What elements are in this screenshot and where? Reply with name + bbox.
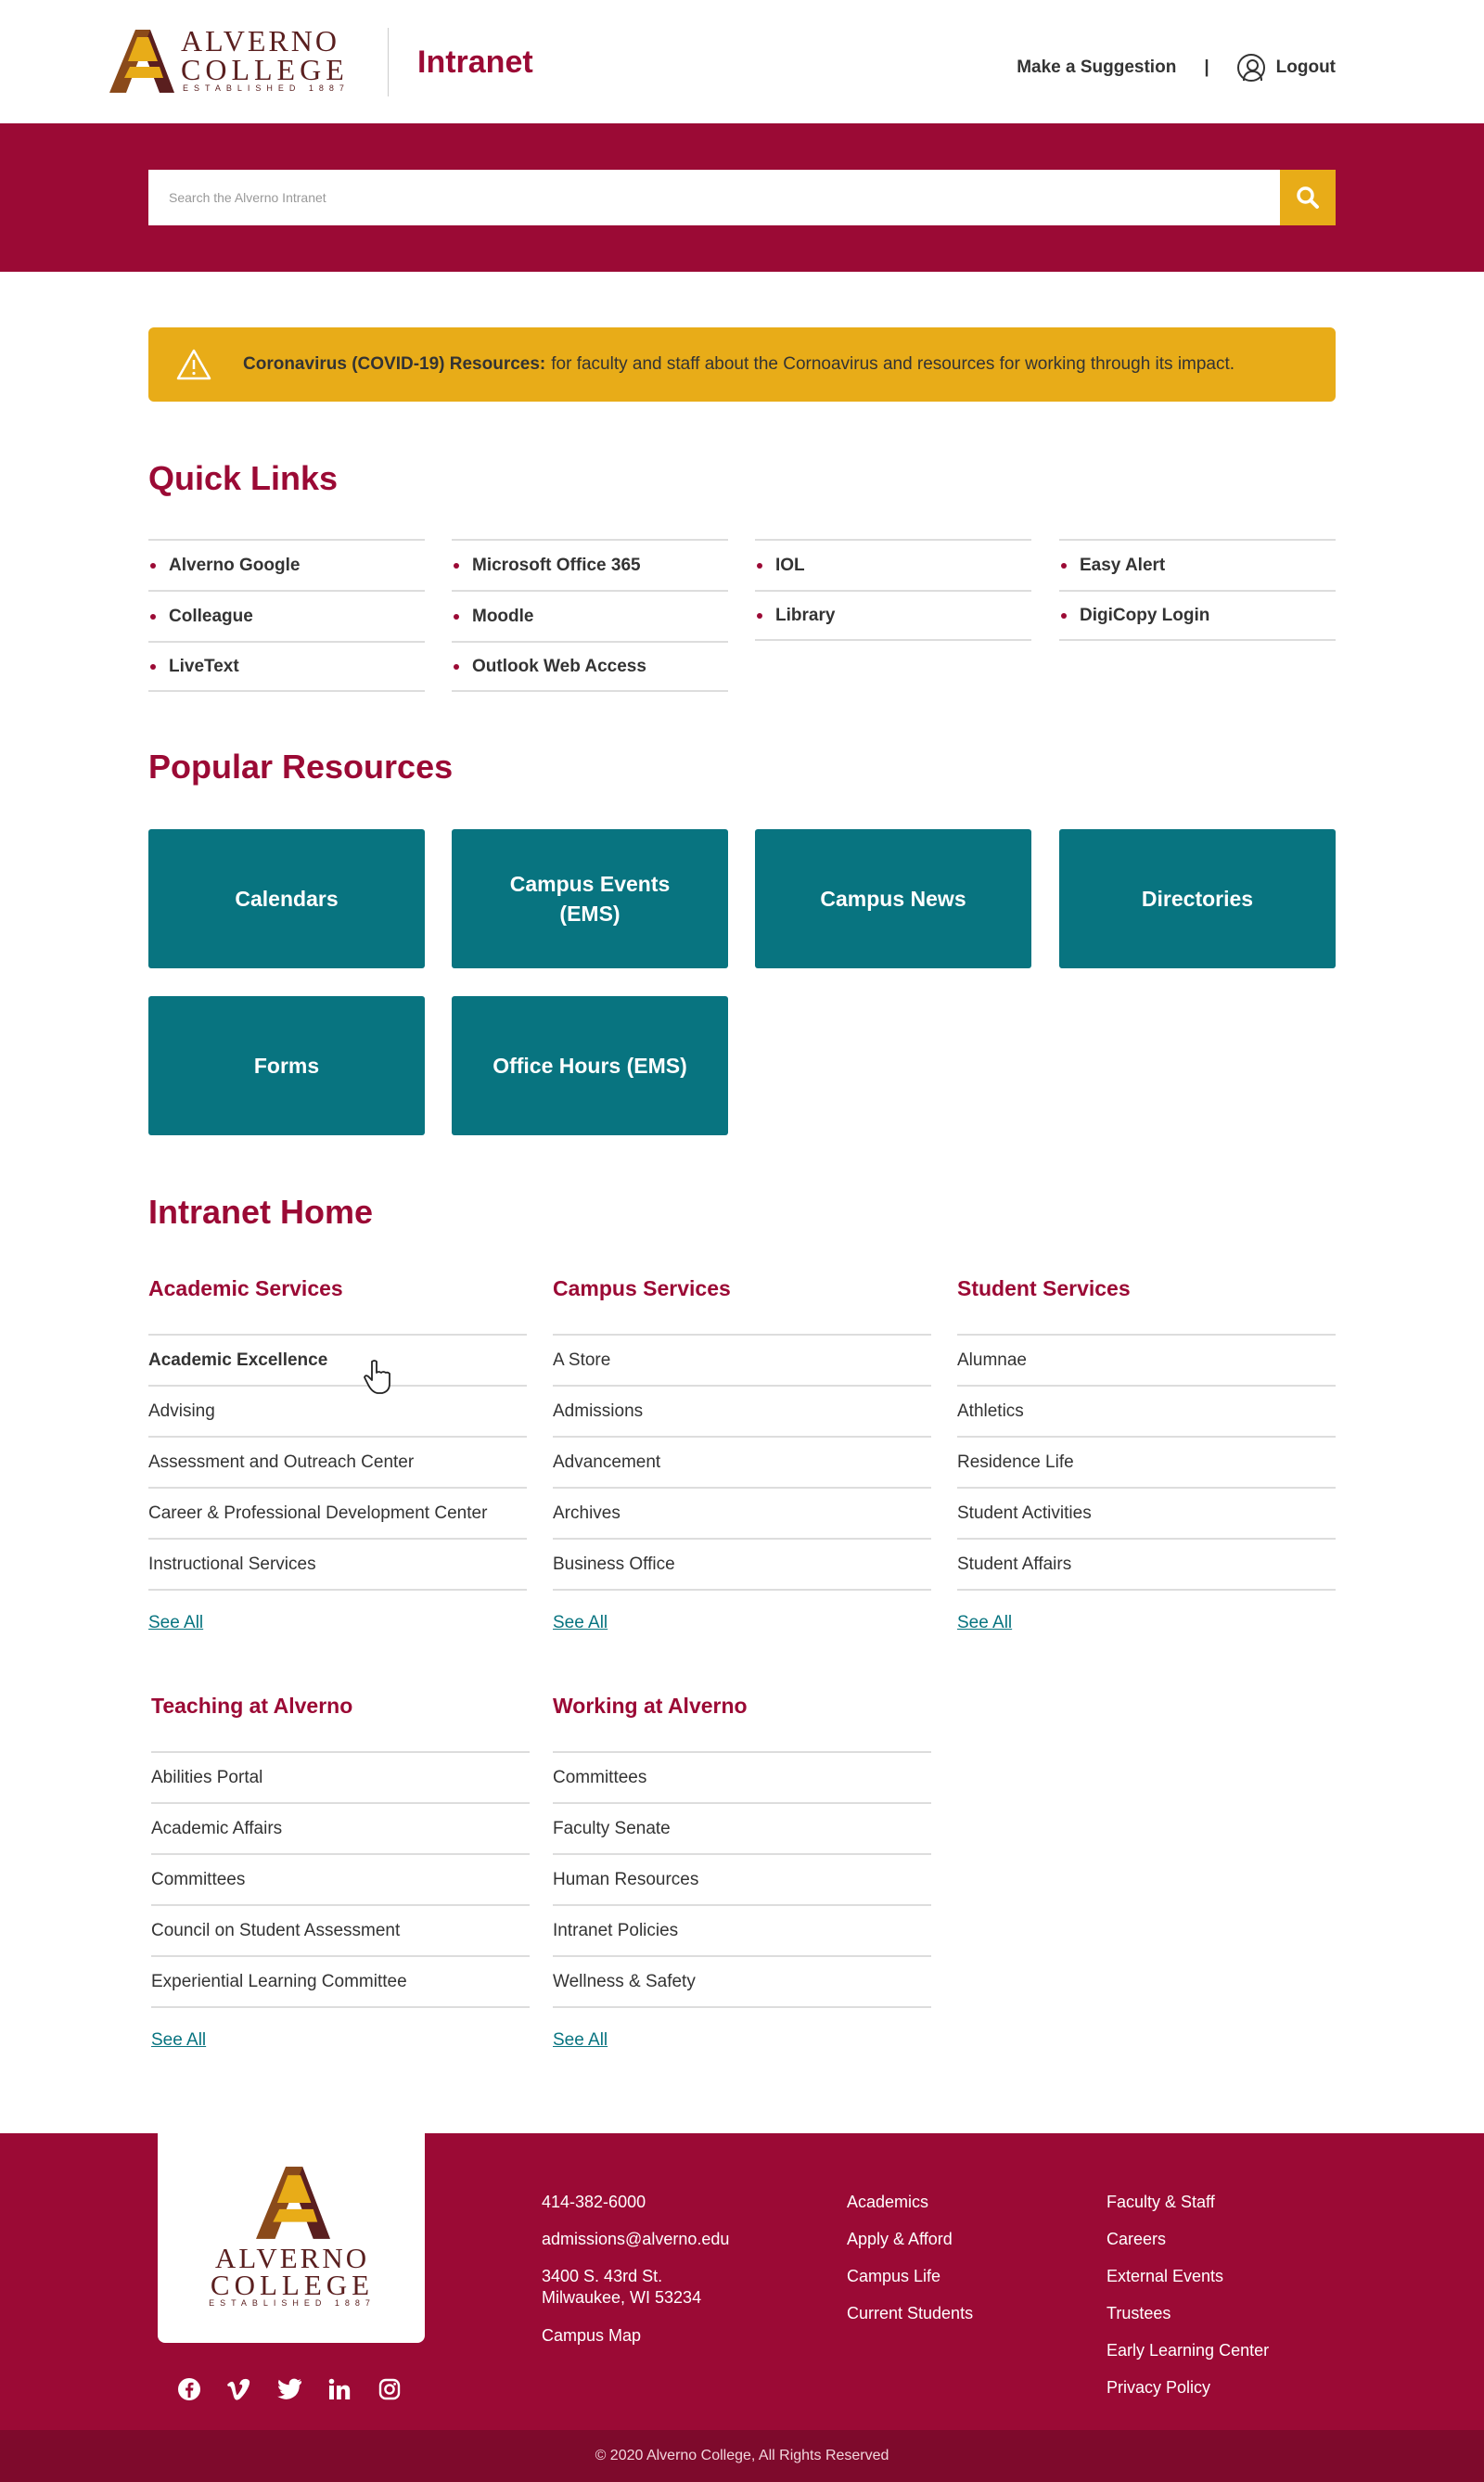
tile-calendars[interactable]: Calendars — [148, 829, 425, 968]
list-item[interactable]: Business Office — [553, 1540, 931, 1591]
quick-links-column-4 — [1059, 539, 1336, 641]
search-band — [0, 123, 1484, 272]
quick-link[interactable] — [452, 539, 728, 590]
section-heading[interactable]: Academic Services — [148, 1276, 527, 1336]
search-icon — [1296, 186, 1320, 210]
quick-link-label: Outlook Web Access — [472, 656, 646, 676]
footer-link[interactable]: Apply & Afford — [847, 2230, 953, 2248]
quick-link[interactable] — [1059, 590, 1336, 641]
logout-label: Logout — [1275, 58, 1336, 77]
alverno-logo-mark — [109, 30, 174, 93]
list-item[interactable]: Career & Professional Development Center — [148, 1489, 527, 1540]
bullet-icon — [1061, 563, 1067, 569]
quick-link-label: Colleague — [169, 606, 253, 626]
quick-link[interactable] — [148, 539, 425, 590]
tile-forms[interactable]: Forms — [148, 996, 425, 1135]
bullet-icon — [1061, 613, 1067, 619]
list-item[interactable]: Council on Student Assessment — [151, 1906, 530, 1957]
footer-link[interactable]: Current Students — [847, 2304, 974, 2322]
make-suggestion-link[interactable]: Make a Suggestion — [1017, 58, 1177, 77]
quick-link[interactable] — [148, 641, 425, 692]
covid-alert-banner[interactable] — [148, 327, 1336, 402]
footer-link[interactable]: Careers — [1107, 2230, 1167, 2248]
footer-link[interactable]: Academics — [847, 2193, 929, 2211]
list-item[interactable]: Admissions — [553, 1387, 931, 1438]
search-input[interactable] — [148, 170, 1282, 225]
user-icon — [1237, 54, 1265, 82]
footer-campus-map-link[interactable]: Campus Map — [542, 2326, 642, 2345]
logout-button[interactable] — [1237, 54, 1336, 82]
social-links — [176, 2376, 403, 2402]
list-item[interactable]: Academic Affairs — [151, 1804, 530, 1855]
list-item[interactable]: Assessment and Outreach Center — [148, 1438, 527, 1489]
quick-link-label: Library — [775, 605, 836, 625]
section-working-at-alverno — [553, 1694, 931, 2051]
quick-links-column-1 — [148, 539, 425, 692]
hand-cursor-icon — [364, 1359, 391, 1394]
alverno-logo[interactable] — [109, 26, 360, 95]
tile-directories[interactable]: Directories — [1059, 829, 1336, 968]
facebook-icon[interactable] — [176, 2376, 202, 2402]
twitter-icon[interactable] — [276, 2376, 302, 2402]
vimeo-icon[interactable] — [226, 2376, 252, 2402]
list-item[interactable]: Committees — [151, 1855, 530, 1906]
logo-line-college: COLLEGE — [181, 53, 349, 86]
section-teaching-at-alverno — [151, 1694, 530, 2051]
alert-text: for faculty and staff about the Cornoavirus and resources for working through its impact. — [551, 354, 1235, 374]
footer-link[interactable]: External Events — [1107, 2267, 1224, 2285]
bullet-icon — [454, 563, 459, 569]
list-item[interactable]: Faculty Senate — [553, 1804, 931, 1855]
section-heading[interactable]: Campus Services — [553, 1276, 931, 1336]
quick-link[interactable] — [755, 590, 1031, 641]
bullet-icon — [454, 614, 459, 620]
quick-link-label: LiveText — [169, 656, 239, 676]
copyright-bar — [0, 2430, 1484, 2482]
tile-campus-events[interactable]: Campus Events (EMS) — [452, 829, 728, 968]
list-item[interactable]: Student Activities — [957, 1489, 1336, 1540]
quick-link[interactable] — [1059, 539, 1336, 590]
bullet-icon — [150, 664, 156, 670]
bullet-icon — [454, 664, 459, 670]
quick-link[interactable] — [452, 641, 728, 692]
list-item[interactable]: Instructional Services — [148, 1540, 527, 1591]
footer-logo — [204, 2167, 380, 2315]
footer-logo-alverno: ALVERNO — [214, 2242, 370, 2274]
section-campus-services — [553, 1276, 931, 1633]
tile-campus-news[interactable]: Campus News — [755, 829, 1031, 968]
section-academic-services — [148, 1276, 527, 1633]
footer-phone[interactable]: 414-382-6000 — [542, 2193, 646, 2211]
quick-link-label: Microsoft Office 365 — [472, 555, 641, 575]
list-item[interactable]: Academic Excellence — [148, 1336, 527, 1387]
instagram-icon[interactable] — [377, 2376, 403, 2402]
footer-logo-established: ESTABLISHED 1887 — [209, 2298, 376, 2308]
search-button[interactable] — [1280, 170, 1336, 225]
see-all-link[interactable]: See All — [148, 1613, 204, 1632]
warning-icon — [176, 349, 211, 380]
nav-separator: | — [1204, 58, 1209, 77]
bullet-icon — [757, 613, 762, 619]
section-student-services — [957, 1276, 1336, 1633]
footer-link[interactable]: Early Learning Center — [1107, 2341, 1270, 2360]
quick-link[interactable] — [755, 539, 1031, 590]
quick-link[interactable] — [148, 590, 425, 641]
footer-link[interactable]: Privacy Policy — [1107, 2378, 1211, 2397]
list-item[interactable]: Student Affairs — [957, 1540, 1336, 1591]
footer-logo-card[interactable] — [158, 2133, 425, 2343]
quick-link-label: DigiCopy Login — [1080, 605, 1210, 625]
footer-logo-college: COLLEGE — [210, 2269, 375, 2301]
list-item[interactable]: Advancement — [553, 1438, 931, 1489]
list-item[interactable]: Advising — [148, 1387, 527, 1438]
quick-link-label: IOL — [775, 555, 805, 575]
footer-address-line1: 3400 S. 43rd St. — [542, 2267, 663, 2285]
footer-links-column-2 — [1107, 2183, 1269, 2406]
quick-links-title: Quick Links — [148, 459, 339, 497]
bullet-icon — [150, 563, 156, 569]
list-item[interactable]: Wellness & Safety — [553, 1957, 931, 2008]
list-item[interactable]: Archives — [553, 1489, 931, 1540]
quick-link-label: Easy Alert — [1080, 555, 1166, 575]
footer-link[interactable]: Faculty & Staff — [1107, 2193, 1215, 2211]
list-item[interactable]: Committees — [553, 1753, 931, 1804]
list-item[interactable]: Athletics — [957, 1387, 1336, 1438]
quick-link[interactable] — [452, 590, 728, 641]
quick-link-label: Alverno Google — [169, 555, 301, 575]
header-nav — [1017, 54, 1336, 82]
list-item[interactable]: Alumnae — [957, 1336, 1336, 1387]
quick-links-column-2 — [452, 539, 728, 692]
list-item[interactable]: Human Resources — [553, 1855, 931, 1906]
list-item[interactable]: Intranet Policies — [553, 1906, 931, 1957]
footer-link[interactable]: Trustees — [1107, 2304, 1171, 2322]
footer-contact — [542, 2183, 729, 2354]
list-item[interactable]: Abilities Portal — [151, 1753, 530, 1804]
see-all-link[interactable]: See All — [957, 1613, 1013, 1632]
popular-resources-title: Popular Resources — [148, 748, 454, 786]
site-header — [0, 0, 1484, 123]
logo-line-alverno: ALVERNO — [181, 24, 339, 58]
bullet-icon — [150, 614, 156, 620]
intranet-home-title: Intranet Home — [148, 1193, 374, 1231]
see-all-link[interactable]: See All — [151, 2030, 207, 2050]
see-all-link[interactable]: See All — [553, 2030, 608, 2050]
bullet-icon — [757, 563, 762, 569]
footer-link[interactable]: Campus Life — [847, 2267, 941, 2285]
see-all-link[interactable]: See All — [553, 1613, 608, 1632]
section-heading[interactable]: Student Services — [957, 1276, 1336, 1336]
logo-established: ESTABLISHED 1887 — [183, 83, 350, 93]
linkedin-icon[interactable] — [326, 2376, 352, 2402]
tile-office-hours[interactable]: Office Hours (EMS) — [452, 996, 728, 1135]
header-divider — [388, 28, 389, 96]
site-title[interactable]: Intranet — [417, 45, 533, 80]
quick-links-column-3 — [755, 539, 1031, 641]
list-item[interactable]: Residence Life — [957, 1438, 1336, 1489]
footer-logo-mark — [256, 2167, 330, 2239]
footer-address-line2: Milwaukee, WI 53234 — [542, 2288, 702, 2307]
footer-email[interactable]: admissions@alverno.edu — [542, 2230, 730, 2248]
footer-links-column-1 — [847, 2183, 973, 2332]
alert-title: Coronavirus (COVID-19) Resources: — [243, 354, 546, 374]
quick-link-label: Moodle — [472, 606, 534, 626]
section-heading[interactable]: Working at Alverno — [553, 1694, 931, 1753]
copyright-text: © 2020 Alverno College, All Rights Reserved — [595, 2448, 889, 2463]
list-item[interactable]: A Store — [553, 1336, 931, 1387]
list-item[interactable]: Experiential Learning Committee — [151, 1957, 530, 2008]
section-heading[interactable]: Teaching at Alverno — [151, 1694, 530, 1753]
